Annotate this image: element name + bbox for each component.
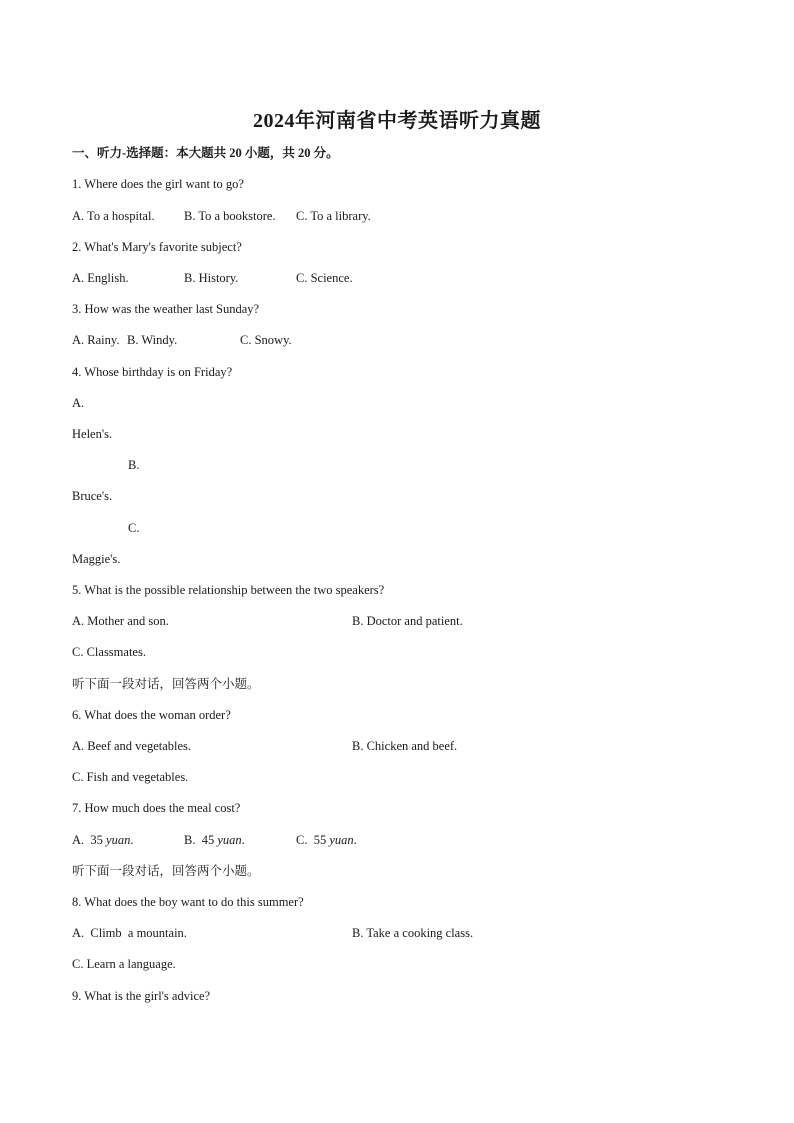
question-5-option-c: C. Classmates.: [72, 645, 146, 659]
question-7-option-a-amount: A. 35: [72, 833, 107, 847]
question-7-option-a: [72, 832, 133, 848]
question-1-stem: 1. Where does the girl want to go?: [72, 177, 244, 191]
section-heading: 一、听力-选择题：本大题共 20 小题，共 20 分。: [72, 146, 339, 160]
question-5-stem: 5. What is the possible relationship between the two speakers?: [72, 583, 385, 597]
question-8-option-a: A. Climb a mountain.: [72, 926, 187, 940]
question-8-stem: 8. What does the boy want to do this summer?: [72, 895, 304, 909]
question-7-stem: 7. How much does the meal cost?: [72, 801, 241, 815]
question-9-stem: 9. What is the girl's advice?: [72, 989, 211, 1003]
question-7-option-a-dot: .: [130, 833, 134, 847]
question-2-option-a: A. English.: [72, 271, 129, 285]
question-2-option-b: B. History.: [184, 271, 239, 285]
question-1-option-a: A. To a hospital.: [72, 209, 155, 223]
question-4-option-a-text: Helen's.: [72, 427, 113, 441]
question-7-option-c: [296, 832, 357, 848]
question-4-option-b-letter: B.: [128, 458, 140, 472]
question-5-option-a: A. Mother and son.: [72, 614, 169, 628]
question-7-option-b-amount: B. 45: [184, 833, 218, 847]
question-2-stem: 2. What's Mary's favorite subject?: [72, 240, 242, 254]
question-4-option-a-letter: A.: [72, 396, 85, 410]
question-1-option-c: C. To a library.: [296, 209, 371, 223]
question-8-option-b: B. Take a cooking class.: [352, 926, 474, 940]
question-3-option-a: A. Rainy.: [72, 333, 120, 347]
question-6-stem: 6. What does the woman order?: [72, 708, 231, 722]
question-3-option-b: B. Windy.: [127, 333, 178, 347]
question-6-option-b: B. Chicken and beef.: [352, 739, 458, 753]
question-7-option-b-dot: .: [241, 833, 245, 847]
question-4-option-c-text: Maggie's.: [72, 552, 121, 566]
question-6-option-a: A. Beef and vegetables.: [72, 739, 192, 753]
question-7-option-a-unit: yuan: [106, 833, 131, 847]
question-1-option-b: B. To a bookstore.: [184, 209, 276, 223]
listening-instruction-1: 听下面一段对话，回答两个小题。: [72, 677, 260, 691]
question-4-stem: 4. Whose birthday is on Friday?: [72, 365, 233, 379]
question-6-option-c: C. Fish and vegetables.: [72, 770, 189, 784]
question-4-option-c-letter: C.: [128, 521, 140, 535]
question-7-option-b: [184, 832, 245, 848]
page-title: 2024年河南省中考英语听力真题: [253, 110, 541, 132]
question-3-option-c: C. Snowy.: [240, 333, 292, 347]
question-7-option-c-amount: C. 55: [296, 833, 330, 847]
question-4-option-b-text: Bruce's.: [72, 489, 113, 503]
listening-instruction-2: 听下面一段对话，回答两个小题。: [72, 864, 260, 878]
question-7-option-b-unit: yuan: [217, 833, 242, 847]
question-3-stem: 3. How was the weather last Sunday?: [72, 302, 260, 316]
question-8-option-c: C. Learn a language.: [72, 957, 176, 971]
question-5-option-b: B. Doctor and patient.: [352, 614, 463, 628]
question-2-option-c: C. Science.: [296, 271, 353, 285]
question-7-option-c-dot: .: [353, 833, 357, 847]
question-7-option-c-unit: yuan: [329, 833, 354, 847]
